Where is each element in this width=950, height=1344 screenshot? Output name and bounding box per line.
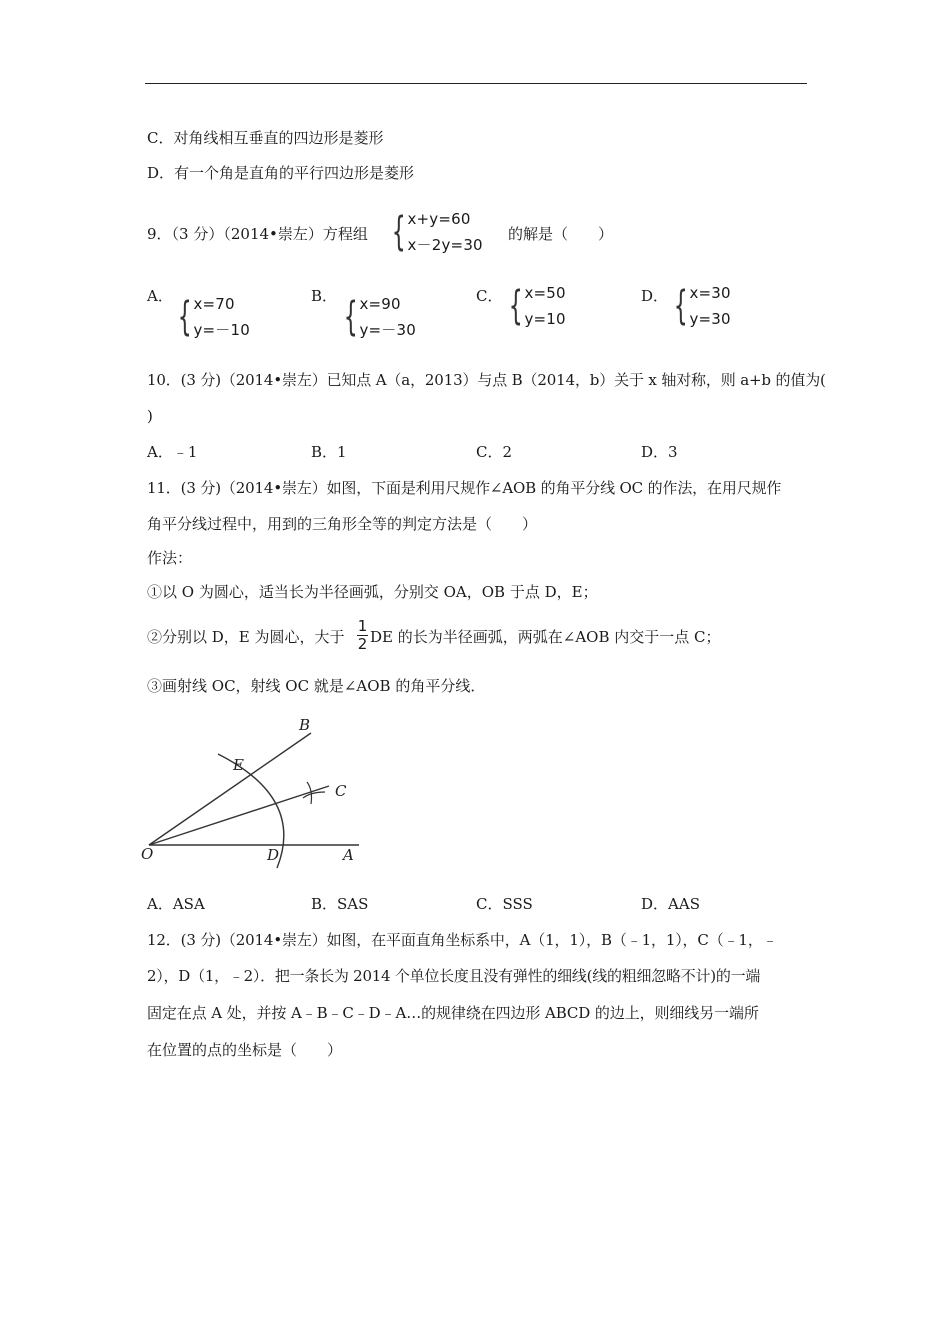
q11-stem-cont: 角平分线过程中，用到的三角形全等的判定方法是（ ）: [147, 515, 538, 533]
q10-option-d: D．3: [641, 443, 678, 461]
q9-option-c: [503, 280, 566, 332]
q9-option-d-eq1: x=30: [689, 284, 731, 302]
label-e: E: [233, 756, 244, 774]
fraction-one-half: [357, 618, 368, 653]
ray-oc: [149, 786, 329, 845]
brace-symbol: {: [508, 283, 523, 329]
brace-symbol: {: [343, 294, 358, 340]
label-a: A: [343, 846, 354, 864]
q9-option-b-eq1: x=90: [359, 295, 401, 313]
q11-option-b: B．SAS: [311, 895, 369, 913]
q9-option-d: [668, 280, 731, 332]
q9-option-c-letter: C．: [476, 287, 503, 305]
q9-equation-system: [386, 206, 483, 258]
brace-symbol: {: [177, 294, 192, 340]
label-c: C: [335, 782, 347, 800]
brace-symbol: {: [673, 283, 688, 329]
q11-option-a: A．ASA: [147, 895, 205, 913]
q9-option-a: [172, 291, 250, 343]
q9-option-b-eq2: y=－30: [359, 321, 416, 339]
q11-step-2-start: ②分别以 D，E 为圆心，大于: [147, 628, 345, 646]
q8-option-d: D．有一个角是直角的平行四边形是菱形: [147, 164, 415, 182]
q9-option-c-eq2: y=10: [524, 310, 566, 328]
brace-symbol: {: [391, 209, 406, 255]
q9-equation-1: x+y=60: [407, 210, 471, 228]
q9-option-b-letter: B．: [311, 287, 338, 305]
q9-option-c-eq1: x=50: [524, 284, 566, 302]
q9-stem: 9．（3 分）（2014•崇左）方程组: [147, 225, 368, 243]
label-o: O: [141, 845, 154, 863]
q11-step-1: ①以 O 为圆心，适当长为半径画弧，分别交 OA，OB 于点 D，E；: [147, 583, 598, 601]
q12-stem-1: 12．(3 分)（2014•崇左）如图，在平面直角坐标系中，A（1，1），B（﹣1，1），C（﹣1，﹣: [147, 931, 778, 949]
q9-equation-2: x－2y=30: [407, 236, 483, 254]
header-rule: [145, 83, 807, 84]
q9-option-a-eq2: y=－10: [193, 321, 250, 339]
q11-stem: 11．(3 分)（2014•崇左）如图，下面是利用尺规作∠AOB 的角平分线 OC 的作法，在用尺规作: [147, 479, 782, 497]
q9-option-d-eq2: y=30: [689, 310, 731, 328]
q12-stem-2: 2），D（1，﹣2）．把一条长为 2014 个单位长度且没有弹性的细线(线的粗细忽略不计)的一端: [147, 967, 761, 985]
fraction-denominator: 2: [357, 635, 368, 653]
q10-option-c: C．2: [476, 443, 513, 461]
q10-option-a: A．﹣1: [147, 443, 198, 461]
q9-option-a-eq1: x=70: [193, 295, 235, 313]
q8-option-c: C．对角线相互垂直的四边形是菱形: [147, 129, 384, 147]
q10-stem-cont: ): [147, 407, 153, 425]
q12-stem-4: 在位置的点的坐标是（ ）: [147, 1041, 343, 1059]
q11-step-2-end: DE 的长为半径画弧，两弧在∠AOB 内交于一点 C；: [370, 628, 721, 646]
fraction-numerator: 1: [357, 617, 368, 635]
angle-bisector-figure: [135, 708, 375, 878]
q10-stem: 10．(3 分)（2014•崇左）已知点 A（a，2013）与点 B（2014，b）关于 x 轴对称，则 a+b 的值为(: [147, 371, 826, 389]
q11-option-d: D．AAS: [641, 895, 700, 913]
q10-option-b: B．1: [311, 443, 347, 461]
label-d: D: [267, 846, 280, 864]
q9-option-d-letter: D．: [641, 287, 669, 305]
q11-option-c: C．SSS: [476, 895, 533, 913]
q11-step-3: ③画射线 OC，射线 OC 就是∠AOB 的角平分线．: [147, 677, 486, 695]
q9-option-a-letter: A．: [147, 287, 173, 305]
label-b: B: [299, 716, 311, 734]
q12-stem-3: 固定在点 A 处，并按 A﹣B﹣C﹣D﹣A…的规律绕在四边形 ABCD 的边上，则细线另一端所: [147, 1004, 759, 1022]
q9-option-b: [338, 291, 416, 343]
ray-ob: [149, 733, 311, 845]
q11-method-title: 作法：: [147, 549, 193, 567]
q9-stem-end: 的解是（ ）: [508, 225, 614, 243]
